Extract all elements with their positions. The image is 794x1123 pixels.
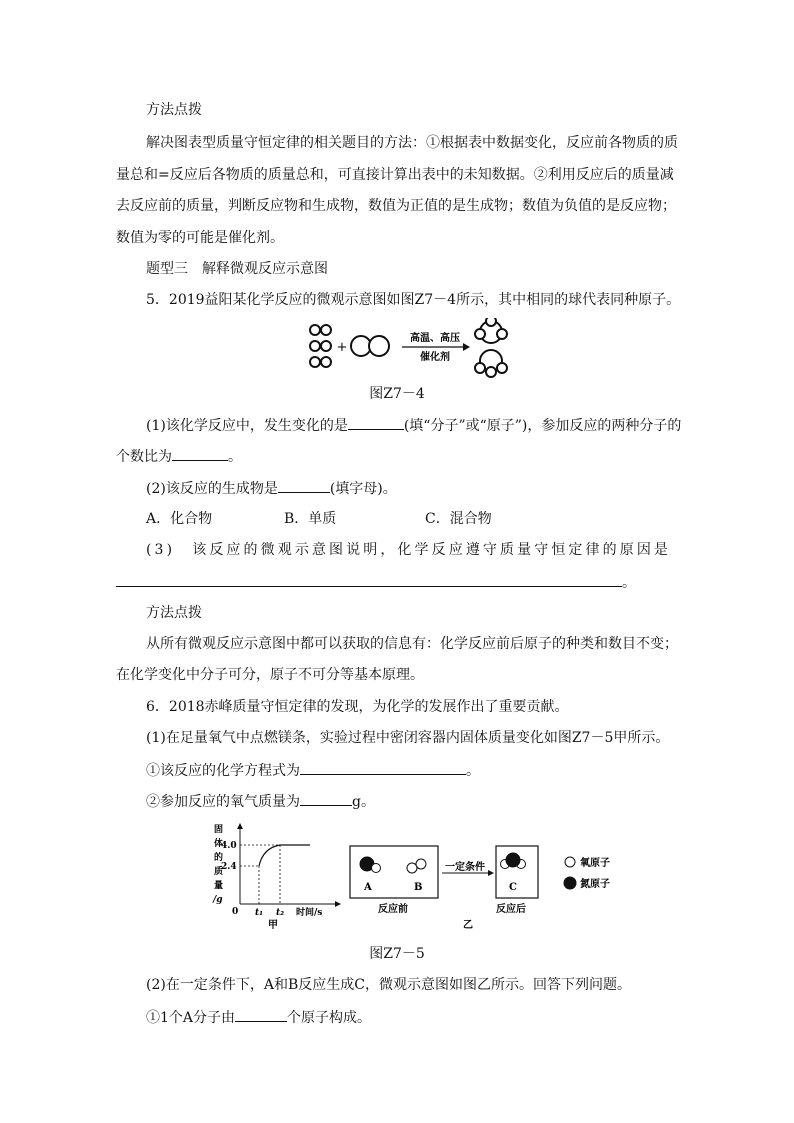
arrow-condition-bottom: 催化剂: [420, 352, 450, 363]
q5-part1-line2: [116, 446, 242, 467]
graph-tick-low: 2.4: [221, 862, 237, 872]
graph-curve: [259, 845, 310, 866]
graph-ylabel-char-4: 质: [214, 867, 224, 877]
figure-z7-4: [305, 318, 520, 378]
reactant-molecule-large: [351, 336, 389, 356]
graph-tick-high: 4.0: [221, 841, 237, 851]
label-a: A: [364, 882, 372, 893]
method-tip-line-3: 去反应前的质量，判断反应物和生成物，数值为正值的是生成物；数值为负值的是反应物；: [116, 198, 676, 214]
graph-ylabel-char-5: 量: [214, 881, 224, 891]
graph-tick-t2: t₂: [276, 908, 285, 918]
label-b: B: [414, 882, 423, 893]
oxygen-atom-legend-icon: [565, 857, 575, 867]
q5-part1-blank-1[interactable]: [348, 415, 404, 430]
graph-jia: [208, 822, 348, 932]
q5-part2: [146, 478, 397, 499]
after-label: 反应后: [496, 904, 526, 915]
product-molecule-top: [475, 318, 507, 343]
figure-caption-z7-5: 图Z7－5: [369, 946, 425, 962]
q6-sub1-text: ①该反应的化学方程式为: [146, 763, 300, 779]
q5-part3-end: 。: [622, 575, 636, 591]
nitrogen-atom-legend-icon: [564, 877, 577, 890]
micro-diagram-yi: [348, 840, 628, 935]
plus-sign: +: [336, 340, 348, 355]
q6-part1: (1)在足量氧气中点燃镁条，实验过程中密闭容器内固体质量变化如图Z7－5甲所示。: [146, 730, 670, 746]
reactant-molecules-left: [310, 325, 331, 367]
graph-xlabel: 时间/s: [296, 908, 323, 918]
q6-sub3: [146, 1007, 371, 1028]
q5-stem: 5．2019益阳某化学反应的微观示意图如图Z7－4所示，其中相同的球代表同种原子。: [146, 292, 681, 308]
section-title-type3: 题型三 解释微观反应示意图: [146, 261, 328, 277]
q5-part2-text-b: (填字母)。: [329, 481, 397, 497]
q6-sub2-end: g。: [352, 794, 375, 810]
q6-sub3-blank[interactable]: [235, 1007, 287, 1022]
method-tip-line-4: 数值为零的可能是催化剂。: [116, 230, 284, 246]
legend-nitrogen: 氮原子: [580, 879, 610, 890]
before-label: 反应前: [378, 904, 408, 915]
method-tip2-heading: 方法点拨: [146, 605, 202, 621]
label-c: C: [509, 882, 517, 893]
graph-ylabel-char-1: 固: [214, 825, 224, 835]
graph-tick-t1: t₁: [255, 908, 264, 918]
micro-label-yi: 乙: [463, 920, 473, 931]
q5-part1-text-a: (1)该化学反应中，发生变化的是: [146, 418, 348, 434]
arrow-condition-top: 高温、高压: [410, 333, 460, 344]
q5-part3-text: (3) 该反应的微观示意图说明，化学反应遵守质量守恒定律的原因是: [146, 542, 672, 558]
graph-origin: 0: [232, 907, 239, 917]
q5-part1-text-c: 个数比为: [116, 449, 172, 465]
q6-sub3-text: ①1个A分子由: [146, 1010, 236, 1026]
method-tip2-line-2: 在化学变化中分子可分，原子不可分等基本原理。: [116, 667, 424, 683]
graph-ylabel-char-2: 体: [214, 839, 224, 849]
q6-sub2: [146, 791, 375, 812]
q6-stem: 6．2018赤峰质量守恒定律的发现，为化学的发展作出了重要贡献。: [146, 699, 569, 715]
graph-label-jia: 甲: [268, 920, 278, 931]
legend-oxygen: 氧原子: [580, 858, 610, 869]
q5-part1-text-b: (填“分子”或“原子”)，参加反应的两种分子的: [403, 418, 682, 434]
method-tip2-line-1: 从所有微观反应示意图中都可以获取的信息有：化学反应前后原子的种类和数目不变；: [146, 636, 678, 652]
q6-sub2-text: ②参加反应的氧气质量为: [146, 794, 300, 810]
q5-part3-blank[interactable]: [116, 572, 622, 587]
q6-sub3-end: 个原子构成。: [287, 1010, 372, 1026]
q6-sub1-blank[interactable]: [300, 760, 466, 775]
q6-part2: (2)在一定条件下，A和B反应生成C，微观示意图如图乙所示。回答下列问题。: [146, 977, 631, 993]
reaction-arrow: [402, 343, 470, 351]
method-tip-line-2: 量总和=反应后各物质的质量总和，可直接计算出表中的未知数据。②利用反应后的质量减: [116, 167, 674, 183]
graph-ylabel-unit: /g: [213, 895, 223, 905]
figure-caption-z7-4: 图Z7－4: [369, 386, 425, 402]
q5-option-a: A．化合物: [146, 511, 213, 527]
q6-sub1: [146, 760, 480, 781]
q5-option-c: C．混合物: [425, 511, 492, 527]
method-tip-heading: 方法点拨: [146, 102, 202, 118]
q5-part2-text-a: (2)该反应的生成物是: [146, 481, 278, 497]
q6-sub2-blank[interactable]: [300, 791, 352, 806]
product-molecule-bottom: [475, 350, 507, 377]
q5-part3-line2: [116, 572, 636, 593]
method-tip-line-1: 解决图表型质量守恒定律的相关题目的方法：①根据表中数据变化，反应前各物质的质: [146, 135, 678, 151]
q6-sub1-end: 。: [466, 763, 480, 779]
q5-part1-blank-2[interactable]: [172, 446, 228, 461]
q5-option-b: B．单质: [284, 511, 337, 527]
q5-part3-line1: [146, 540, 676, 560]
q5-part2-blank[interactable]: [278, 478, 330, 493]
q5-part1-line1: [146, 415, 681, 436]
arrow-condition: 一定条件: [445, 862, 485, 873]
q5-part1-text-d: 。: [228, 449, 242, 465]
graph-ylabel-char-3: 的: [214, 853, 224, 863]
